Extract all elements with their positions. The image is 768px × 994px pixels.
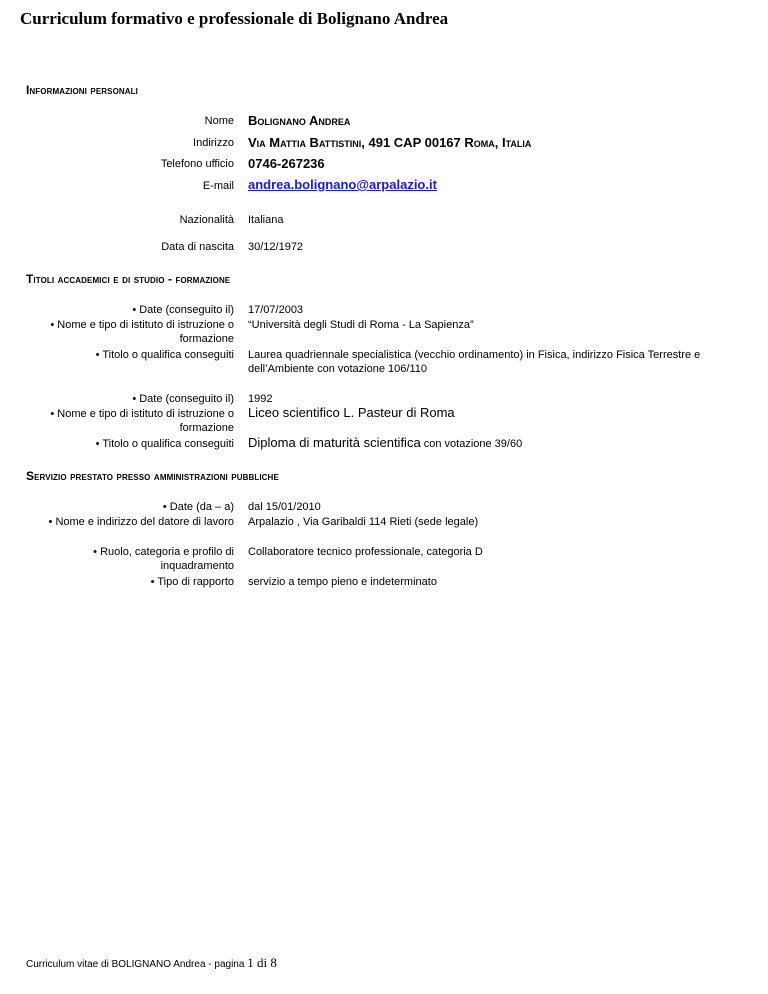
service-tipo-label: • Tipo di rapporto bbox=[150, 576, 234, 588]
edu1-date-value: 17/07/2003 bbox=[248, 304, 304, 316]
edu2-titolo-main: Diploma di maturità scientifica bbox=[248, 435, 421, 450]
nazionalita-value: Italiana bbox=[248, 214, 284, 226]
telefono-label: Telefono ufficio bbox=[160, 158, 234, 170]
email-link[interactable]: andrea.bolignano@arpalazio.it bbox=[248, 177, 437, 192]
page-title: Curriculum formativo e professionale di Bolignano Andrea bbox=[20, 9, 449, 28]
service-ruolo-label: • Ruolo, categoria e profilo di inquadramento bbox=[93, 546, 234, 572]
section-heading-service: Servizio prestato presso amministrazioni pubbliche bbox=[26, 469, 279, 483]
service-ruolo-value: Collaboratore tecnico professionale, categoria D bbox=[248, 546, 483, 558]
nazionalita-label: Nazionalità bbox=[179, 214, 234, 226]
edu2-titolo-value bbox=[248, 436, 522, 451]
service-date-label: • Date (da – a) bbox=[162, 501, 234, 513]
indirizzo-value: Via Mattia Battistini, 491 CAP 00167 Roma, Italia bbox=[248, 135, 532, 150]
edu1-istituto-label: • Nome e tipo di istituto di istruzione o formazione bbox=[50, 319, 234, 345]
telefono-value: 0746-267236 bbox=[248, 156, 325, 171]
service-date-value: dal 15/01/2010 bbox=[248, 501, 321, 513]
indirizzo-label: Indirizzo bbox=[193, 137, 234, 149]
edu2-titolo-label: • Titolo o qualifica conseguiti bbox=[95, 438, 234, 450]
nome-value: Bolignano Andrea bbox=[248, 113, 351, 128]
edu2-istituto-label: • Nome e tipo di istituto di istruzione o formazione bbox=[50, 408, 234, 434]
service-datore-value: Arpalazio , Via Garibaldi 114 Rieti (sede legale) bbox=[248, 516, 479, 528]
edu1-istituto-value: “Università degli Studi di Roma - La Sapienza” bbox=[248, 319, 474, 331]
edu2-istituto-value: Liceo scientifico L. Pasteur di Roma bbox=[248, 405, 455, 420]
edu1-date-label: • Date (conseguito il) bbox=[132, 304, 234, 316]
email-label: E-mail bbox=[202, 180, 234, 192]
service-datore-label: • Nome e indirizzo del datore di lavoro bbox=[48, 516, 234, 528]
nome-label: Nome bbox=[204, 115, 234, 127]
footer-text: Curriculum vitae di BOLIGNANO Andrea - pagina bbox=[26, 959, 248, 970]
edu2-titolo-extra: con votazione 39/60 bbox=[420, 438, 523, 450]
edu1-titolo-value: Laurea quadriennale specialistica (vecchio ordinamento) in Fisica, indirizzo Fisica Terrestre e dell’Ambiente con votazione 106/110 bbox=[248, 349, 701, 375]
service-tipo-value: servizio a tempo pieno e indeterminato bbox=[248, 576, 437, 588]
section-heading-personal: Informazioni personali bbox=[26, 83, 138, 97]
page-footer bbox=[26, 955, 277, 971]
edu2-date-value: 1992 bbox=[248, 393, 273, 405]
nascita-value: 30/12/1972 bbox=[248, 241, 304, 253]
section-heading-education: Titoli accademici e di studio - formazione bbox=[26, 272, 231, 286]
edu2-date-label: • Date (conseguito il) bbox=[132, 393, 234, 405]
edu1-titolo-label: • Titolo o qualifica conseguiti bbox=[95, 349, 234, 361]
page-number: 1 di 8 bbox=[247, 955, 277, 970]
nascita-label: Data di nascita bbox=[161, 241, 234, 253]
